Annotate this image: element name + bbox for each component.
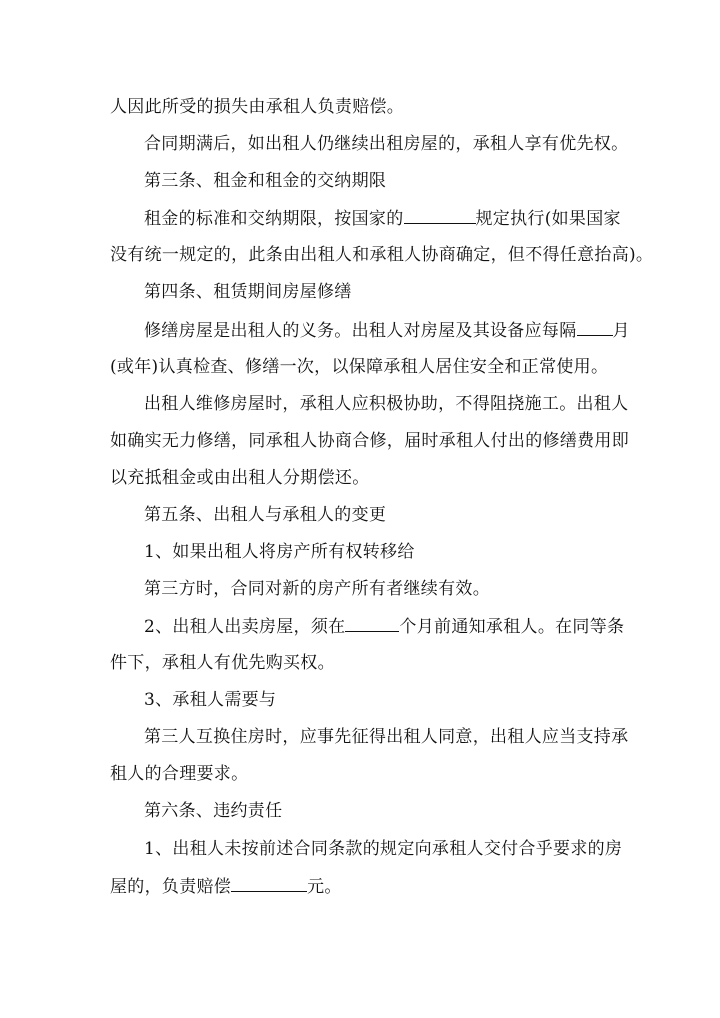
- text-line: 合同期满后，如出租人仍继续出租房屋的，承租人享有优先权。: [144, 134, 629, 154]
- text-line: 没有统一规定的，此条由出租人和承租人协商确定，但不得任意抬高)。: [110, 245, 654, 265]
- clause-heading: 第四条、租赁期间房屋修缮: [144, 282, 352, 302]
- fill-in-blank: [577, 319, 613, 336]
- text-line: 出租人维修房屋时，承租人应积极协助，不得阻挠施工。出租人: [144, 394, 629, 414]
- text-line: [144, 207, 621, 229]
- text-segment: 2、出租人出卖房屋，须在: [144, 617, 346, 637]
- text-line: 租人的合理要求。: [110, 764, 249, 784]
- text-line: 1、如果出租人将房产所有权转移给: [144, 542, 415, 562]
- text-segment: 元。: [307, 877, 342, 897]
- fill-in-blank: [231, 875, 307, 892]
- text-line: 3、承租人需要与: [144, 690, 277, 710]
- text-line: (或年)认真检查、修缮一次，以保障承租人居住安全和正常使用。: [110, 357, 609, 377]
- clause-heading: 第三条、租金和租金的交纳期限: [144, 171, 387, 191]
- fill-in-blank: [404, 207, 476, 224]
- clause-heading: 第六条、违约责任: [144, 801, 283, 821]
- fill-in-blank: [345, 615, 399, 632]
- text-segment: 月: [612, 321, 630, 341]
- text-segment: 屋的，负责赔偿: [110, 877, 232, 897]
- text-segment: 个月前通知承租人。在同等条: [399, 617, 625, 637]
- text-line: 1、出租人未按前述合同条款的规定向承租人交付合乎要求的房: [144, 839, 623, 859]
- text-line: [110, 875, 342, 897]
- text-line: 第三方时，合同对新的房产所有者继续有效。: [144, 579, 490, 599]
- text-line: [144, 319, 630, 341]
- text-line: 第三人互换住房时，应事先征得出租人同意，出租人应当支持承: [144, 727, 629, 747]
- text-line: 人因此所受的损失由承租人负责赔偿。: [110, 97, 405, 117]
- text-segment: 规定执行(如果国家: [475, 209, 621, 229]
- text-line: 以充抵租金或由出租人分期偿还。: [110, 468, 370, 488]
- text-segment: 修缮房屋是出租人的义务。出租人对房屋及其设备应每隔: [144, 321, 577, 341]
- clause-heading: 第五条、出租人与承租人的变更: [144, 505, 387, 525]
- text-segment: 租金的标准和交纳期限，按国家的: [144, 209, 404, 229]
- text-line: [144, 615, 624, 637]
- text-line: 件下，承租人有优先购买权。: [110, 653, 335, 673]
- text-line: 如确实无力修缮，同承租人协商合修，届时承租人付出的修缮费用即: [110, 431, 629, 451]
